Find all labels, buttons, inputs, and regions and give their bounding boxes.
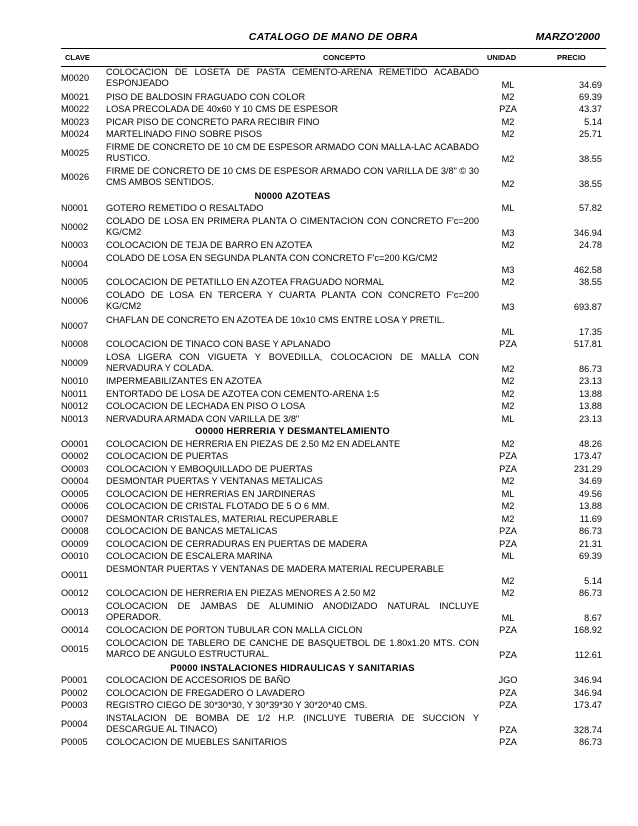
row-precio: 231.29 — [573, 463, 602, 474]
row-concepto: FIRME DE CONCRETO DE 10 CMS DE ESPESOR ARMADO CON VARILLA DE 3/8" © 30 CMS AMBOS SENTIDOS. — [106, 166, 479, 188]
row-concepto: DESMONTAR PUERTAS Y VENTANAS METALICAS — [106, 476, 323, 487]
row-unidad: M2 — [501, 401, 515, 412]
row-concepto: REGISTRO CIEGO DE 30*30*30, Y 30*39*30 Y 30*20*40 CMS. — [106, 700, 368, 711]
row-unidad: M2 — [501, 91, 515, 102]
column-header-unidad: UNIDAD — [487, 53, 517, 62]
row-unidad: PZA — [499, 104, 517, 115]
row-precio: 34.69 — [579, 476, 602, 487]
row-clave: N0002 — [61, 221, 89, 232]
row-precio: 112.61 — [574, 650, 602, 661]
row-concepto: COLOCACION DE TEJA DE BARRO EN AZOTEA — [106, 240, 313, 251]
row-unidad: M2 — [501, 178, 515, 189]
table-row — [61, 464, 606, 477]
table-row — [61, 315, 606, 340]
row-precio: 21.31 — [579, 538, 602, 549]
table-row — [61, 92, 606, 105]
row-concepto: COLOCACION DE LECHADA EN PISO O LOSA — [106, 401, 306, 412]
table-row — [61, 526, 606, 539]
row-clave: O0009 — [61, 538, 89, 549]
row-precio: 13.88 — [579, 388, 602, 399]
row-clave: N0001 — [61, 203, 89, 214]
row-clave: P0001 — [61, 675, 88, 686]
row-clave: M0022 — [61, 104, 90, 115]
row-precio: 11.69 — [579, 513, 602, 524]
row-unidad: PZA — [499, 526, 517, 537]
table-row — [61, 104, 606, 117]
table-row — [61, 142, 606, 167]
table-row — [61, 551, 606, 564]
row-clave: O0015 — [61, 643, 89, 654]
table-row — [61, 588, 606, 601]
row-concepto: INSTALACION DE BOMBA DE 1/2 H.P. (INCLUYE TUBERIA DE SUCCION Y DESCARGUE AL TINACO) — [106, 712, 479, 734]
row-clave: N0010 — [61, 376, 89, 387]
row-precio: 86.73 — [579, 526, 602, 537]
row-concepto: COLOCACION DE PETATILLO EN AZOTEA FRAGUADO NORMAL — [106, 277, 384, 288]
row-precio: 173.47 — [573, 700, 602, 711]
table-row — [61, 514, 606, 527]
row-clave: N0006 — [61, 295, 89, 306]
row-clave: N0005 — [61, 277, 89, 288]
row-unidad: PZA — [499, 650, 517, 661]
column-header-clave: CLAVE — [65, 53, 90, 62]
row-precio: 346.94 — [573, 675, 602, 686]
catalog-date: MARZO'2000 — [535, 31, 600, 43]
row-unidad: PZA — [499, 625, 517, 636]
row-clave: O0003 — [61, 463, 89, 474]
row-clave: N0004 — [61, 258, 89, 269]
row-clave: N0013 — [61, 413, 89, 424]
row-concepto: CHAFLAN DE CONCRETO EN AZOTEA DE 10x10 CMS ENTRE LOSA Y PRETIL. — [106, 314, 445, 325]
row-precio: 173.47 — [573, 451, 602, 462]
row-precio: 57.82 — [579, 203, 602, 214]
row-precio: 69.39 — [579, 551, 602, 562]
row-concepto: COLADO DE LOSA EN SEGUNDA PLANTA CON CONCRETO F'c=200 KG/CM2 — [106, 252, 438, 263]
row-clave: M0025 — [61, 147, 90, 158]
row-precio: 8.67 — [584, 613, 602, 624]
row-unidad: M2 — [501, 154, 515, 165]
table-row — [61, 539, 606, 552]
row-unidad: M3 — [501, 228, 515, 239]
row-concepto: COLOCACION DE HERRERIA EN PIEZAS DE 2.50 M2 EN ADELANTE — [106, 438, 401, 449]
table-row — [61, 737, 606, 750]
row-unidad: PZA — [499, 451, 517, 462]
row-precio: 462.58 — [573, 265, 602, 276]
table-row — [61, 638, 606, 663]
table-row — [61, 601, 606, 626]
row-unidad: ML — [501, 327, 515, 338]
table-row — [61, 290, 606, 315]
column-header-precio: PRECIO — [557, 53, 586, 62]
row-unidad: ML — [501, 203, 515, 214]
row-clave: M0020 — [61, 73, 90, 83]
row-concepto: ENTORTADO DE LOSA DE AZOTEA CON CEMENTO-ARENA 1:5 — [106, 388, 379, 399]
row-unidad: PZA — [499, 700, 517, 711]
row-clave: O0005 — [61, 488, 89, 499]
row-concepto: COLOCACION DE TABLERO DE CANCHE DE BASQUETBOL DE 1.80x1.20 MTS. CON MARCO DE ANGULO ESTRUCTURAL. — [106, 637, 479, 660]
row-clave: M0026 — [61, 172, 90, 183]
row-clave: O0008 — [61, 526, 89, 537]
row-concepto: COLOCACION DE HERRERIA EN PIEZAS MENORES A 2.50 M2 — [106, 588, 376, 599]
row-concepto: COLOCACION DE BANCAS METALICAS — [106, 526, 278, 537]
row-clave: O0012 — [61, 588, 89, 599]
row-unidad: ML — [501, 488, 515, 499]
row-concepto: LOSA PRECOLADA DE 40x60 Y 10 CMS DE ESPESOR — [106, 104, 339, 115]
section-heading: P0000 INSTALACIONES HIDRAULICAS Y SANITARIAS — [170, 662, 415, 673]
catalog-page — [61, 28, 606, 750]
row-unidad: ML — [501, 413, 515, 424]
row-concepto: MARTELINADO FINO SOBRE PISOS — [106, 129, 263, 140]
row-precio: 43.37 — [579, 104, 602, 115]
row-unidad: PZA — [499, 339, 517, 350]
row-unidad: PZA — [499, 687, 517, 698]
row-clave: M0024 — [61, 129, 90, 140]
row-unidad: M2 — [501, 513, 515, 524]
row-precio: 38.55 — [579, 277, 602, 288]
table-row — [61, 414, 606, 427]
row-concepto: COLOCACION DE FREGADERO O LAVADERO — [106, 687, 305, 698]
row-unidad: M2 — [501, 129, 515, 140]
table-row — [61, 489, 606, 502]
row-precio: 69.39 — [579, 91, 602, 102]
row-precio: 346.94 — [573, 687, 602, 698]
table-row — [61, 389, 606, 402]
table-row — [61, 339, 606, 352]
row-concepto: COLOCACION DE HERRERIAS EN JARDINERAS — [106, 488, 316, 499]
table-row — [61, 253, 606, 278]
table-row — [61, 216, 606, 241]
row-precio: 23.13 — [579, 413, 602, 424]
table-row — [61, 564, 606, 589]
row-unidad: M2 — [501, 240, 515, 251]
row-unidad: M2 — [501, 376, 515, 387]
row-unidad: ML — [501, 613, 515, 624]
row-clave: O0007 — [61, 513, 89, 524]
row-precio: 5.14 — [584, 116, 602, 127]
table-row — [61, 688, 606, 701]
section-heading: O0000 HERRERIA Y DESMANTELAMIENTO — [195, 426, 390, 437]
row-clave: O0006 — [61, 501, 89, 512]
row-unidad: M2 — [501, 576, 515, 587]
row-clave: M0021 — [61, 91, 90, 102]
row-clave: O0010 — [61, 551, 89, 562]
row-clave: N0009 — [61, 357, 89, 368]
row-precio: 346.94 — [573, 228, 602, 239]
row-clave: O0002 — [61, 451, 89, 462]
row-clave: O0004 — [61, 476, 89, 487]
table-row — [61, 166, 606, 191]
table-row — [61, 700, 606, 713]
catalog-header — [61, 28, 606, 49]
table-row — [61, 713, 606, 738]
catalog-title: CATALOGO DE MANO DE OBRA — [248, 31, 419, 43]
row-concepto: FIRME DE CONCRETO DE 10 CM DE ESPESOR ARMADO CON MALLA-LAC ACABADO RUSTICO. — [106, 141, 479, 163]
row-concepto: NERVADURA ARMADA CON VARILLA DE 3/8" — [106, 413, 300, 424]
row-unidad: PZA — [499, 463, 517, 474]
row-unidad: M2 — [501, 501, 515, 512]
row-clave: N0008 — [61, 339, 89, 350]
row-concepto: COLOCACION DE LOSETA DE PASTA CEMENTO-ARENA REMETIDO ACABADO ESPONJEADO — [106, 67, 479, 89]
section-heading: N0000 AZOTEAS — [254, 190, 331, 201]
row-concepto: COLOCACION Y EMBOQUILLADO DE PUERTAS — [106, 463, 313, 474]
row-precio: 38.55 — [579, 154, 602, 165]
row-unidad: M3 — [501, 302, 515, 313]
row-concepto: COLOCACION DE JAMBAS DE ALUMINIO ANODIZADO NATURAL INCLUYE OPERADOR. — [106, 600, 479, 623]
row-unidad: M2 — [501, 116, 515, 127]
row-clave: N0007 — [61, 320, 89, 331]
row-precio: 23.13 — [579, 376, 602, 387]
row-precio: 517.81 — [573, 339, 602, 350]
table-row — [61, 439, 606, 452]
row-concepto: COLOCACION DE ACCESORIOS DE BAÑO — [106, 675, 291, 686]
row-clave: P0003 — [61, 700, 88, 711]
row-concepto: PICAR PISO DE CONCRETO PARA RECIBIR FINO — [106, 116, 320, 127]
row-precio: 38.55 — [579, 178, 602, 189]
row-clave: O0001 — [61, 438, 89, 449]
row-precio: 24.78 — [579, 240, 602, 251]
row-unidad: JGO — [498, 675, 518, 686]
row-precio: 25.71 — [579, 129, 602, 140]
table-row — [61, 277, 606, 290]
table-row — [61, 240, 606, 253]
row-precio: 328.74 — [573, 725, 602, 736]
row-concepto: IMPERMEABILIZANTES EN AZOTEA — [106, 376, 262, 387]
table-row — [61, 376, 606, 389]
row-unidad: ML — [501, 551, 515, 562]
row-concepto: COLADO DE LOSA EN PRIMERA PLANTA O CIMENTACION CON CONCRETO F'c=200 KG/CM2 — [106, 215, 479, 237]
table-row — [61, 203, 606, 216]
row-precio: 49.56 — [579, 488, 602, 499]
row-concepto: GOTERO REMETIDO O RESALTADO — [106, 203, 264, 214]
row-precio: 17.35 — [579, 327, 602, 338]
row-unidad: ML — [501, 79, 515, 90]
row-precio: 34.69 — [579, 79, 602, 90]
row-clave: P0005 — [61, 737, 88, 748]
row-clave: O0014 — [61, 625, 89, 636]
row-precio: 693.87 — [573, 302, 602, 313]
row-precio: 168.92 — [573, 625, 602, 636]
table-row — [61, 401, 606, 414]
row-concepto: COLOCACION DE CERRADURAS EN PUERTAS DE MADERA — [106, 538, 368, 549]
table-row — [61, 476, 606, 489]
row-unidad: M3 — [501, 265, 515, 276]
row-clave: P0002 — [61, 687, 88, 698]
row-precio: 5.14 — [584, 576, 602, 587]
row-unidad: M2 — [501, 277, 515, 288]
row-concepto: DESMONTAR CRISTALES, MATERIAL RECUPERABLE — [106, 513, 338, 524]
row-clave: N0012 — [61, 401, 89, 412]
catalog-table — [61, 67, 606, 750]
row-precio: 86.73 — [579, 588, 602, 599]
row-unidad: M2 — [501, 588, 515, 599]
row-unidad: M2 — [501, 364, 515, 375]
column-header-concepto: CONCEPTO — [323, 53, 366, 62]
row-concepto: COLOCACION DE PORTON TUBULAR CON MALLA CICLON — [106, 625, 363, 636]
row-unidad: M2 — [501, 388, 515, 399]
row-concepto: DESMONTAR PUERTAS Y VENTANAS DE MADERA MATERIAL RECUPERABLE — [106, 563, 444, 574]
row-clave: P0004 — [61, 718, 88, 729]
row-concepto: COLADO DE LOSA EN TERCERA Y CUARTA PLANTA CON CONCRETO F'c=200 KG/CM2 — [106, 289, 479, 312]
row-precio: 13.88 — [579, 501, 602, 512]
row-unidad: M2 — [501, 438, 515, 449]
row-unidad: M2 — [501, 476, 515, 487]
column-headers — [61, 49, 606, 67]
row-concepto: COLOCACION DE MUEBLES SANITARIOS — [106, 737, 288, 748]
row-unidad: PZA — [499, 737, 517, 748]
row-clave: M0023 — [61, 116, 90, 127]
table-row — [61, 117, 606, 130]
row-concepto: COLOCACION DE CRISTAL FLOTADO DE 5 O 6 MM. — [106, 501, 330, 512]
table-row — [61, 129, 606, 142]
row-precio: 86.73 — [579, 737, 602, 748]
table-row — [61, 501, 606, 514]
row-unidad: PZA — [499, 538, 517, 549]
row-precio: 86.73 — [579, 364, 602, 375]
row-precio: 48.26 — [579, 438, 602, 449]
row-clave: N0003 — [61, 240, 89, 251]
row-clave: O0011 — [61, 569, 88, 580]
row-unidad: PZA — [499, 725, 517, 736]
table-row — [61, 352, 606, 377]
row-precio: 13.88 — [579, 401, 602, 412]
row-clave: N0011 — [61, 388, 88, 399]
row-concepto: PISO DE BALDOSIN FRAGUADO CON COLOR — [106, 91, 306, 102]
row-concepto: COLOCACION DE ESCALERA MARINA — [106, 551, 273, 562]
row-clave: O0013 — [61, 606, 89, 617]
row-concepto: COLOCACION DE TINACO CON BASE Y APLANADO — [106, 339, 331, 350]
table-row — [61, 67, 606, 92]
table-row — [61, 451, 606, 464]
row-concepto: LOSA LIGERA CON VIGUETA Y BOVEDILLA, COLOCACION DE MALLA CON NERVADURA Y COLADA. — [106, 351, 479, 373]
row-concepto: COLOCACION DE PUERTAS — [106, 451, 229, 462]
table-row — [61, 625, 606, 638]
table-row — [61, 675, 606, 688]
